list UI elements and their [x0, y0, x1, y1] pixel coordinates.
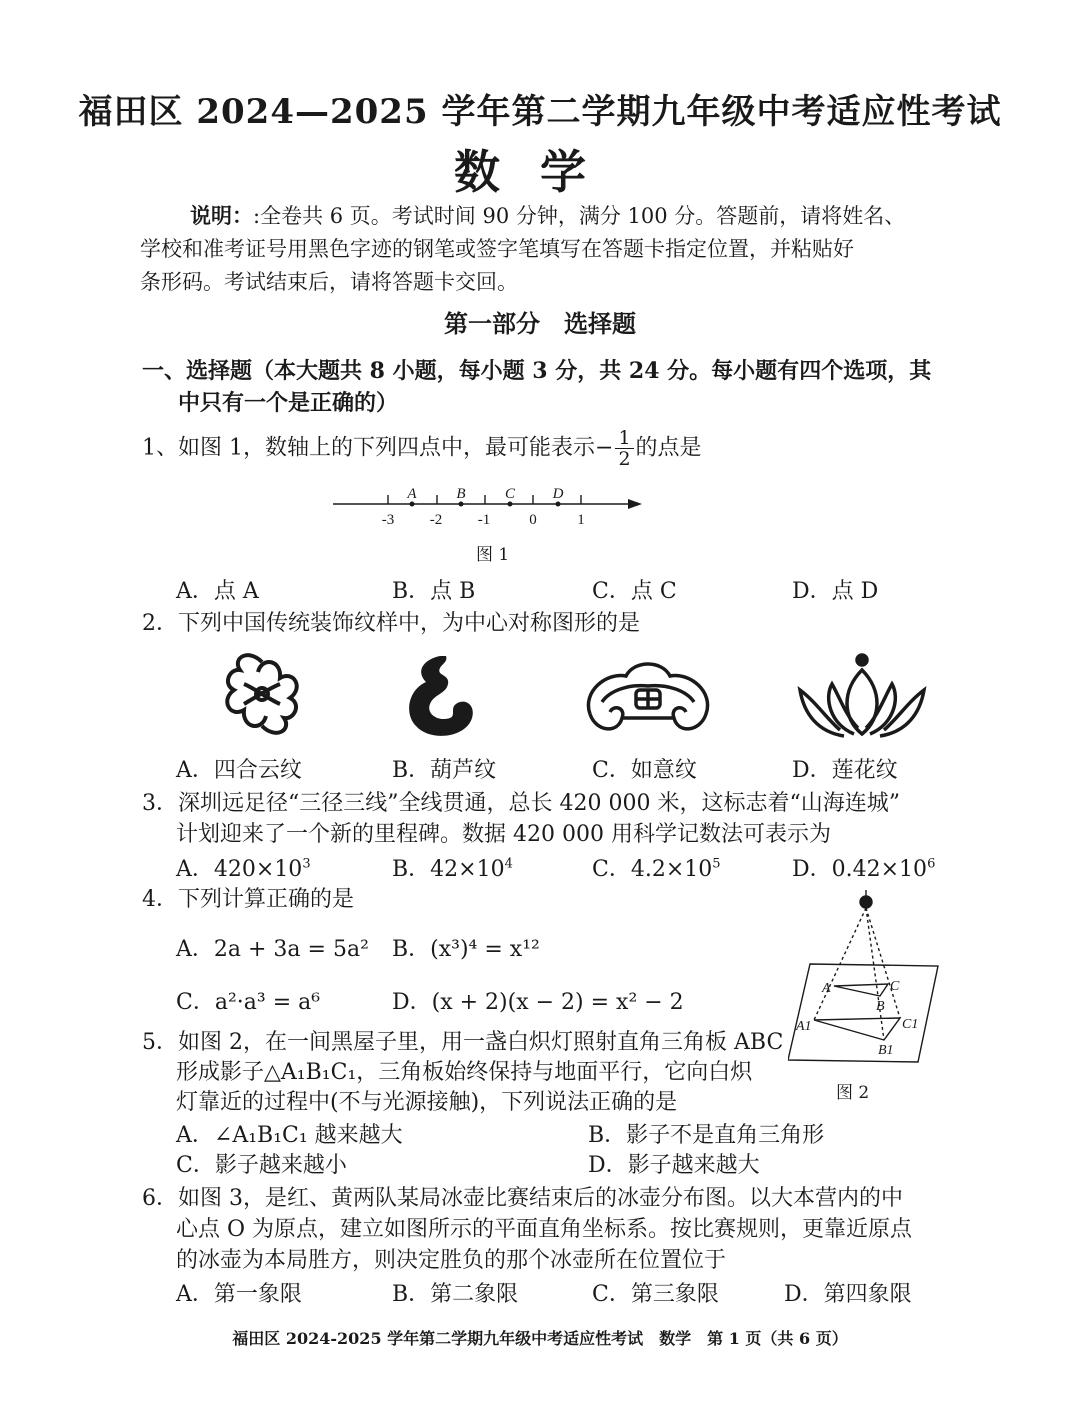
figure-1-caption: 图 1	[476, 545, 510, 565]
q1-option-b: B．点 B	[392, 579, 476, 604]
q6-line2: 心点 O 为原点，建立如图所示的平面直角坐标系。按比赛规则，更靠近原点	[176, 1217, 913, 1242]
fig2-label-c: C	[890, 979, 900, 994]
gourd-pattern-image	[400, 654, 478, 740]
q3-option-b	[392, 852, 513, 883]
q4-option-c: C．a²·a³ = a⁶	[176, 990, 321, 1015]
point-c-label: C	[504, 486, 516, 502]
q3-option-d-exp: 6	[927, 856, 936, 872]
q1-minus: −	[595, 435, 614, 461]
fig2-label-a: A	[822, 981, 831, 996]
tick-label-1: 1	[577, 512, 585, 528]
section-header-line1: 一、选择题（本大题共 8 小题，每小题 3 分，共 24 分。每小题有四个选项，其	[142, 358, 932, 384]
q6-option-a: A．第一象限	[176, 1282, 302, 1307]
triangle-abc	[834, 984, 888, 996]
q1-numerator: 1	[615, 428, 633, 449]
q3-line2: 计划迎来了一个新的里程碑。数据 420 000 用科学记数法可表示为	[176, 822, 831, 847]
fig2-label-a1: A1	[796, 1019, 812, 1034]
q4-stem: 4．下列计算正确的是	[142, 887, 354, 912]
q6-line3: 的冰壶为本局胜方，则决定胜负的那个冰壶所在位置位于	[176, 1248, 727, 1273]
q3-option-c	[592, 852, 721, 883]
point-d-dot	[556, 502, 561, 507]
number-line-arrow	[628, 499, 642, 509]
four-cloud-pattern-image	[214, 644, 310, 744]
q6-line1: 6．如图 3，是红、黄两队某局冰壶比赛结束后的冰壶分布图。以大本营内的中	[142, 1186, 903, 1211]
tick-label-neg1: -1	[477, 512, 491, 528]
lotus-pattern-image	[794, 650, 930, 742]
tick-label-neg3: -3	[381, 512, 395, 528]
point-b-label: B	[456, 486, 466, 502]
q5-line3: 灯靠近的过程中(不与光源接触)，下列说法正确的是	[176, 1090, 678, 1115]
q5-option-b: B．影子不是直角三角形	[588, 1123, 825, 1148]
q6-option-d: D．第四象限	[784, 1282, 912, 1307]
fig2-label-b1: B1	[878, 1043, 894, 1058]
instructions	[140, 199, 960, 299]
q4-option-b: B．(x³)⁴ = x¹²	[392, 937, 540, 962]
q3-option-b-text: B．42×10	[392, 857, 505, 882]
instructions-line1: :全卷共 6 页。考试时间 90 分钟，满分 100 分。答题前，请将姓名、	[253, 204, 906, 228]
q1-option-d: D．点 D	[792, 579, 879, 604]
q3-option-d	[792, 852, 935, 883]
instructions-line3: 条形码。考试结束后，请将答题卡交回。	[140, 270, 518, 294]
fig2-label-b: B	[876, 999, 885, 1014]
page-footer: 福田区 2024-2025 学年第二学期九年级中考适应性考试 数学 第 1 页（共 6 页）	[232, 1329, 848, 1348]
fig2-label-c1: C1	[902, 1017, 919, 1032]
instructions-label: 说明：	[190, 203, 253, 228]
q3-option-c-text: C．4.2×10	[592, 857, 713, 882]
q1-stem	[142, 428, 702, 469]
q5-line2: 形成影子△A₁B₁C₁，三角板始终保持与地面平行，它向白炽	[176, 1060, 753, 1085]
q2-option-b: B．葫芦纹	[392, 758, 497, 783]
q1-option-c: C．点 C	[592, 579, 677, 604]
q6-option-b: B．第二象限	[392, 1282, 519, 1307]
ray-to-b1	[866, 908, 884, 1040]
ground-plane	[788, 964, 938, 1062]
q5-option-d: D．影子越来越大	[588, 1153, 760, 1178]
part-one-title: 第一部分 选择题	[444, 309, 636, 338]
figure-2-caption: 图 2	[836, 1083, 870, 1103]
q3-option-c-exp: 5	[712, 856, 721, 872]
q1-fraction	[615, 428, 633, 469]
point-c-dot	[508, 502, 513, 507]
q3-option-a	[176, 852, 311, 883]
q1-denominator: 2	[618, 448, 631, 470]
q2-option-c: C．如意纹	[592, 758, 697, 783]
point-b-dot	[459, 502, 464, 507]
q5-option-c: C．影子越来越小	[176, 1153, 347, 1178]
point-d-label: D	[552, 486, 564, 502]
point-a-dot	[410, 502, 415, 507]
q4-option-d: D．(x + 2)(x − 2) = x² − 2	[392, 990, 684, 1015]
q2-option-a: A．四合云纹	[176, 758, 302, 783]
section-header-line2: 中只有一个是正确的）	[178, 390, 399, 416]
q3-option-b-exp: 4	[504, 856, 513, 872]
q4-option-a: A．2a + 3a = 5a²	[176, 937, 369, 962]
q2-option-d: D．莲花纹	[792, 758, 898, 783]
point-a-label: A	[407, 486, 417, 502]
q5-option-a: A．∠A₁B₁C₁ 越来越大	[176, 1123, 403, 1148]
instructions-line2: 学校和准考证号用黑色字迹的钢笔或签字笔填写在答题卡指定位置，并粘贴好	[140, 237, 854, 261]
q1-stem-pre: 1、如图 1，数轴上的下列四点中，最可能表示	[142, 435, 595, 461]
q1-stem-post: 的点是	[635, 435, 702, 461]
tick-label-neg2: -2	[429, 512, 443, 528]
q3-option-a-text: A．420×10	[176, 857, 303, 882]
q2-stem: 2．下列中国传统装饰纹样中，为中心对称图形的是	[142, 611, 640, 636]
tick-label-0: 0	[529, 512, 537, 528]
ruyi-pattern-image	[582, 654, 714, 738]
q1-option-a: A．点 A	[176, 579, 259, 604]
number-line-figure	[330, 478, 650, 534]
exam-title: 福田区 2024—2025 学年第二学期九年级中考适应性考试	[78, 92, 1002, 132]
q6-option-c: C．第三象限	[592, 1282, 719, 1307]
q3-option-d-text: D．0.42×10	[792, 857, 928, 882]
q3-option-a-exp: 3	[302, 856, 311, 872]
lamp-bulb	[860, 896, 872, 908]
triangle-a1b1c1	[814, 1018, 900, 1040]
q5-line1: 5．如图 2，在一间黑屋子里，用一盏白炽灯照射直角三角板 ABC	[142, 1030, 784, 1055]
figure-2-lamp-shadow	[788, 888, 940, 1068]
q3-line1: 3．深圳远足径“三径三线”全线贯通，总长 420 000 米，这标志着“山海连城”	[142, 791, 900, 816]
subject-title: 数学	[454, 145, 626, 199]
